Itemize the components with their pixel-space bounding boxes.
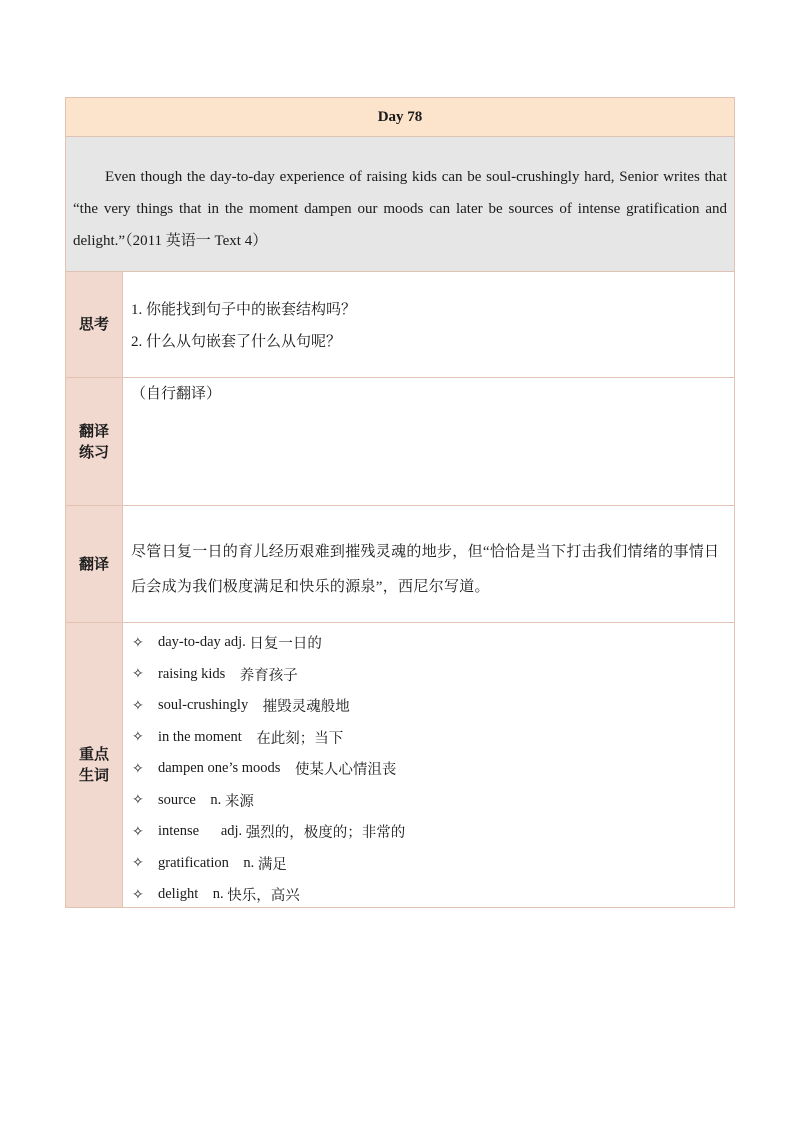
vocab-term: soul-crushingly (158, 697, 263, 714)
vocab-gloss: 快乐，高兴 (227, 888, 300, 905)
question-1: 1. 你能找到句子中的嵌套结构吗？ (131, 302, 357, 318)
vocab-item (132, 848, 726, 880)
diamond-bullet-icon: ✧ (132, 855, 144, 872)
translation-content: 尽管日复一日的育儿经历艰难到摧残灵魂的地步，但“恰恰是当下打击我们情绪的事情日后会成为我们极度满足和快乐的源泉”，西尼尔写道。 (131, 544, 720, 595)
passage-cell (66, 137, 734, 272)
vocab-gloss: 摧毁灵魂般地 (262, 699, 350, 716)
vocab-gloss: 来源 (224, 793, 254, 810)
vocab-term: in the moment (158, 728, 257, 745)
practice-label-text: 翻译 练习 (78, 421, 109, 461)
diamond-bullet-icon: ✧ (132, 886, 144, 903)
vocab-term: day-to-day adj. (158, 634, 250, 651)
vocab-term: source n. (158, 791, 225, 808)
vocab-row (66, 623, 734, 907)
think-row (66, 272, 734, 378)
vocab-item (132, 722, 726, 754)
diamond-bullet-icon: ✧ (132, 697, 144, 714)
vocab-item (132, 659, 726, 691)
vocab-item (132, 627, 726, 659)
vocab-gloss: 强烈的，极度的；非常的 (245, 825, 406, 842)
vocab-item (132, 816, 726, 848)
diamond-bullet-icon: ✧ (132, 823, 144, 840)
think-label: 思考 (66, 272, 123, 377)
practice-content: （自行翻译） (131, 386, 222, 402)
vocab-item (132, 690, 726, 722)
vocab-gloss: 日复一日的 (249, 636, 322, 653)
day-title: Day 78 (66, 98, 734, 137)
vocab-label (66, 623, 123, 907)
vocab-item (132, 785, 726, 817)
diamond-bullet-icon: ✧ (132, 760, 144, 777)
diamond-bullet-icon: ✧ (132, 729, 144, 746)
vocab-term: delight n. (158, 886, 228, 903)
vocab-term: raising kids (158, 665, 240, 682)
vocab-list (123, 623, 734, 907)
vocab-item (132, 753, 726, 785)
vocab-gloss: 养育孩子 (239, 667, 298, 684)
practice-row (66, 378, 734, 506)
practice-label (66, 378, 123, 505)
diamond-bullet-icon: ✧ (132, 634, 144, 651)
vocab-gloss: 满足 (257, 856, 287, 873)
translation-label: 翻译 (66, 506, 123, 622)
lesson-table (65, 97, 735, 908)
translation-row (66, 506, 734, 623)
diamond-bullet-icon: ✧ (132, 792, 144, 809)
think-content (123, 272, 734, 377)
diamond-bullet-icon: ✧ (132, 666, 144, 683)
vocab-term: intense adj. (158, 823, 246, 840)
vocab-gloss: 使某人心情沮丧 (294, 762, 397, 779)
passage-text: Even though the day-to-day experience of raising kids can be soul-crushingly hard, Senior writes that “the very things that in the moment dampen our moods can later be sources of intense gratification and delight.”（2011 英语一 Text 4） (73, 169, 727, 249)
vocab-term: dampen one’s moods (158, 760, 295, 777)
vocab-gloss: 在此刻；当下 (256, 730, 344, 747)
question-2: 2. 什么从句嵌套了什么从句呢？ (131, 334, 342, 350)
vocab-term: gratification n. (158, 854, 258, 871)
vocab-label-text: 重点 生词 (78, 745, 109, 784)
vocab-item (132, 879, 726, 911)
